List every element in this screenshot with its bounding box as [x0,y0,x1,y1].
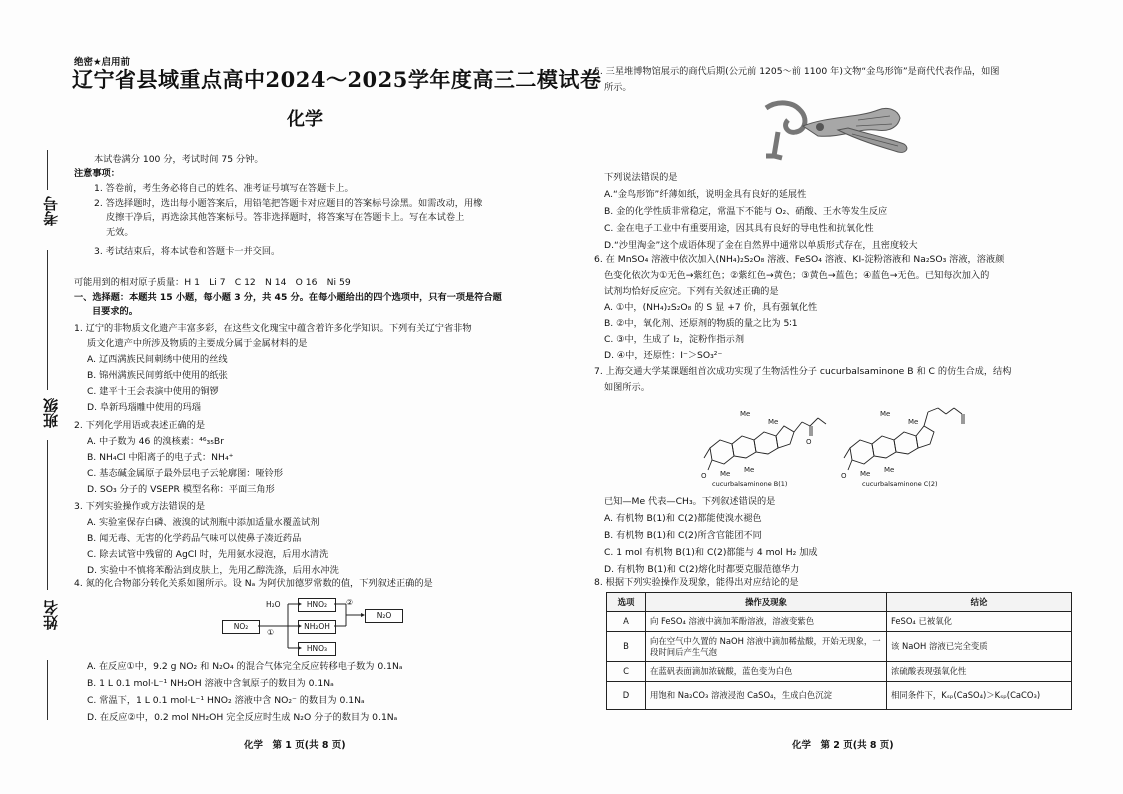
question-stem: 6. 在 MnSO₄ 溶液中依次加入(NH₄)₂S₂O₈ 溶液、FeSO₄ 溶液、KI-淀粉溶液和 Na₂SO₃ 溶液，溶液颜 [594,254,1005,265]
option: A. 在反应①中，9.2 g NO₂ 和 N₂O₄ 的混合气体完全反应转移电子数为 0.1Nₐ [87,661,403,672]
question-stem: 4. 氮的化合物部分转化关系如图所示。设 Nₐ 为阿伏加德罗常数的值，下列叙述正确的是 [74,578,433,589]
table-cell: 浓硫酸表现强氧化性 [887,662,1072,682]
question-stem: 试剂均恰好反应完。下列有关叙述正确的是 [604,286,779,297]
question-lead: 已知—Me 代表—CH₃。下列叙述错误的是 [604,496,776,507]
note-line: 2. 答选择题时，选出每小题答案后，用铅笔把答题卡对应题目的答案标号涂黑。如需改动，用橡 [94,198,483,209]
binding-line [47,440,48,590]
question-stem: 2. 下列化学用语或表述正确的是 [74,420,206,431]
table-cell: 该 NaOH 溶液已完全变质 [887,632,1072,662]
question-stem: 8. 根据下列实验操作及现象，能得出对应结论的是 [594,577,799,588]
binding-line [47,660,48,720]
flow-box-no2: NO₂ [222,620,260,634]
table-cell: C [607,662,646,682]
subject-title: 化学 [287,109,323,130]
option: C. 建平十王会表演中使用的铜锣 [87,386,219,397]
option: B. 有机物 B(1)和 C(2)所含官能团不同 [604,530,762,541]
table-cell: 相同条件下，Kₛₚ(CaSO₄)＞Kₛₚ(CaCO₃) [887,682,1072,710]
svg-text:O: O [841,472,847,480]
gold-bird-ornament-image [748,96,918,168]
question-stem: 1. 辽宁的非物质文化遗产丰富多彩，在这些文化瑰宝中蕴含着许多化学知识。下列有关辽宁省非物 [74,323,472,334]
option: C. 金在电子工业中有重要用途，因其具有良好的导电性和抗氧化性 [604,223,874,234]
flow-box-nh2oh: NH₂OH [298,620,336,634]
note-line: 皮擦干净后，再选涂其他答案标号。答非选择题时，将答案写在答题卡上。写在本试卷上 [106,212,465,223]
note-line: 3. 考试结束后，将本试卷和答题卡一并交回。 [94,246,281,257]
methyl-label: Me [908,418,919,426]
question-stem: 所示。 [604,82,632,93]
table-row [607,612,1072,632]
table-header-row [607,593,1072,612]
binding-line [47,150,48,190]
exam-number-label: 考号 [42,196,60,226]
option: C. 常温下，1 L 0.1 mol·L⁻¹ HNO₂ 溶液中含 NO₂⁻ 的数目为 0.1Nₐ [87,695,365,706]
score-time: 本试卷满分 100 分，考试时间 75 分钟。 [94,154,264,165]
flow-step-2: ② [346,598,354,607]
option: A. 有机物 B(1)和 C(2)都能使溴水褪色 [604,513,762,524]
option: D.“沙里淘金”这个成语体现了金在自然界中通常以单质形式存在，且密度较大 [604,240,918,251]
note-line: 1. 答卷前，考生务必将自己的姓名、准考证号填写在答题卡上。 [94,183,354,194]
table-row [607,632,1072,662]
question-stem: 3. 下列实验操作或方法错误的是 [74,501,206,512]
notice-title: 注意事项： [74,168,120,179]
experiment-table [606,592,1072,710]
methyl-label: Me [884,466,895,474]
class-label: 班级 [42,398,60,428]
question-stem: 7. 上海交通大学某课题组首次成功实现了生物活性分子 cucurbalsaminone B 和 C 的仿生合成，结构 [594,366,1012,377]
flow-arrows [220,594,410,660]
option: C. 1 mol 有机物 B(1)和 C(2)都能与 4 mol H₂ 加成 [604,547,818,558]
table-row [607,662,1072,682]
table-header: 选项 [607,593,646,612]
option: B. 锦州满族民间剪纸中使用的纸张 [87,370,228,381]
table-header: 结论 [887,593,1072,612]
option: A.“金鸟形饰”纤薄如纸，说明金具有良好的延展性 [604,189,807,200]
exam-title: 辽宁省县域重点高中2024～2025学年度高三二模试卷 [72,67,602,92]
page-footer-left: 化学 第 1 页(共 8 页) [244,740,346,751]
option: D. SO₃ 分子的 VSEPR 模型名称：平面三角形 [87,484,275,495]
table-cell: B [607,632,646,662]
question-stem: 如图所示。 [604,382,650,393]
svg-text:O: O [701,472,707,480]
flow-box-hno3: HNO₃ [298,642,336,656]
flow-box-hno2: HNO₂ [298,598,336,612]
flow-step-1: ① [267,628,275,637]
table-cell: 用饱和 Na₂CO₃ 溶液浸泡 CaSO₄，生成白色沉淀 [646,682,887,710]
option: C. ③中，生成了 I₂，淀粉作指示剂 [604,334,745,345]
option: A. ①中，(NH₄)₂S₂O₈ 的 S 显 +7 价，具有强氧化性 [604,302,818,313]
name-label: 姓名 [42,600,60,630]
option: B. 金的化学性质非常稳定，常温下不能与 O₂、硝酸、王水等发生反应 [604,206,888,217]
flow-box-n2o: N₂O [365,609,403,623]
atomic-masses: 可能用到的相对原子质量：H 1 Li 7 C 12 N 14 O 16 Ni 59 [74,277,351,288]
flow-label-h2o: H₂O [266,600,281,609]
molecule-c-label: cucurbalsaminone C(2) [862,480,938,488]
section-title-cont: 目要求的。 [92,306,138,317]
option: B. ②中，氧化剂、还原剂的物质的量之比为 5∶1 [604,318,798,329]
table-cell: 向在空气中久置的 NaOH 溶液中滴加稀盐酸，开始无现象，一段时间后产生气泡 [646,632,887,662]
methyl-label: Me [740,410,751,418]
option: D. ④中，还原性：I⁻＞SO₃²⁻ [604,350,723,361]
table-cell: FeSO₄ 已被氧化 [887,612,1072,632]
option: D. 在反应②中，0.2 mol NH₂OH 完全反应时生成 N₂O 分子的数目为 0.1Nₐ [87,712,398,723]
table-row [607,682,1072,710]
note-line: 无效。 [106,227,134,238]
methyl-label: Me [860,470,871,478]
option: A. 中子数为 46 的溴核素：⁴⁶₃₅Br [87,436,224,447]
question-stem: 色变化依次为①无色→紫红色；②紫红色→黄色；③黄色→蓝色；④蓝色→无色。已知每次加入的 [604,270,990,281]
question-lead: 下列说法错误的是 [604,172,678,183]
section-title: 一、选择题：本题共 15 小题，每小题 3 分，共 45 分。在每小题给出的四个选项中，只有一项是符合题 [74,292,502,303]
methyl-label: Me [744,466,755,474]
table-header: 操作及现象 [646,593,887,612]
methyl-label: Me [880,410,891,418]
option: D. 有机物 B(1)和 C(2)熔化时都要克服范德华力 [604,564,800,575]
table-cell: A [607,612,646,632]
option: C. 基态碱金属原子最外层电子云轮廓图：哑铃形 [87,468,284,479]
option: D. 阜新玛瑙雕中使用的玛瑙 [87,402,201,413]
page-footer-right: 化学 第 2 页(共 8 页) [792,740,894,751]
option: B. 闻无毒、无害的化学药品气味可以使鼻子凑近药品 [87,533,302,544]
svg-text:O: O [806,438,812,446]
molecule-b-structure [700,396,830,486]
question-stem: 质文化遗产中所涉及物质的主要成分属于金属材料的是 [87,338,308,349]
question-stem: 5. 三星堆博物馆展示的商代后期(公元前 1205～前 1100 年)文物“金鸟形饰”是商代代表作品，如图 [594,66,1000,77]
confidential-mark: 绝密★启用前 [74,57,131,68]
table-cell: 在蓝矾表面滴加浓硫酸，蓝色变为白色 [646,662,887,682]
binding-line [47,250,48,390]
molecule-b-label: cucurbalsaminone B(1) [712,480,788,488]
option: B. 1 L 0.1 mol·L⁻¹ NH₂OH 溶液中含氧原子的数目为 0.1Nₐ [87,678,334,689]
table-cell: 向 FeSO₄ 溶液中滴加苯酚溶液，溶液变紫色 [646,612,887,632]
option: B. NH₄Cl 中阳离子的电子式：NH₄⁺ [87,452,234,463]
molecule-c-structure [840,396,970,486]
option: A. 实验室保存白磷、液溴的试剂瓶中添加适量水覆盖试剂 [87,517,320,528]
table-cell: D [607,682,646,710]
option: A. 辽西满族民间刺绣中使用的丝线 [87,354,228,365]
option: C. 除去试管中残留的 AgCl 时，先用氨水浸泡，后用水清洗 [87,549,329,560]
methyl-label: Me [768,418,779,426]
option: D. 实验中不慎将苯酚沾到皮肤上，先用乙醇洗涤，后用水冲洗 [87,565,339,576]
methyl-label: Me [720,470,731,478]
